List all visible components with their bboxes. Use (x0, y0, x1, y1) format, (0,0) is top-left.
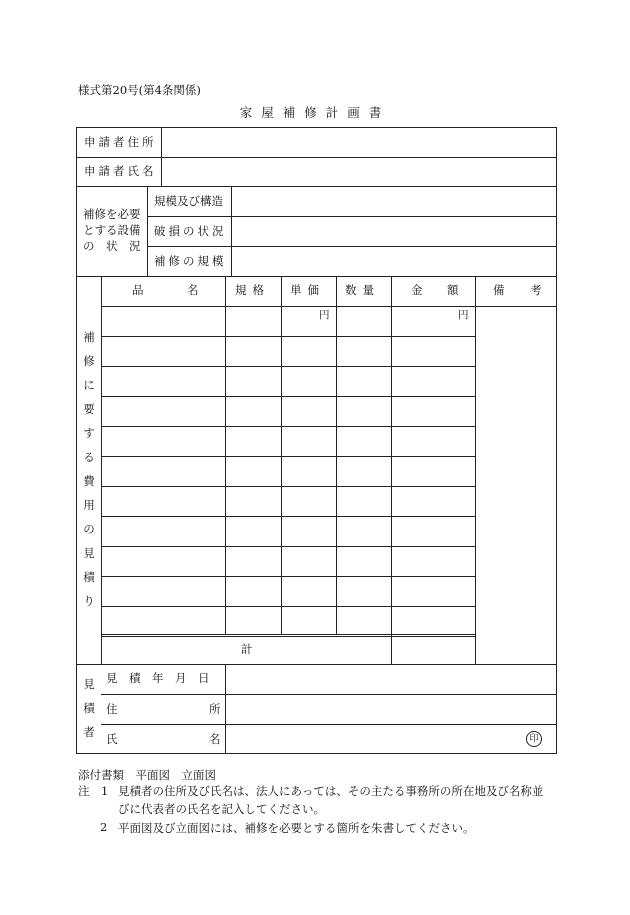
table-row-line (101, 516, 475, 517)
applicant-name-field[interactable] (167, 166, 547, 180)
header-remarks-char2: 考 (530, 283, 542, 297)
equipment-repair-scale-field[interactable] (237, 256, 547, 270)
estimator-vertical-char: 者 (83, 725, 95, 739)
form-table (76, 127, 557, 754)
form-title: 家屋補修計画書 (239, 105, 391, 120)
header-amount-char2: 額 (447, 283, 459, 297)
estimator-name-label-char2: 名 (209, 732, 221, 746)
equipment-label-line1: 補修を必要 (83, 207, 141, 221)
note-2-prefix: 2 (100, 820, 108, 834)
costs-vertical-char: 見 (83, 546, 95, 560)
table-row-line (101, 636, 475, 637)
header-quantity: 数量 (345, 283, 380, 297)
attachments-line: 添付書類 平面図 立面図 (78, 768, 216, 782)
estimator-vertical-label (77, 664, 101, 754)
costs-vertical-char: に (83, 378, 95, 392)
costs-vertical-char: 要 (83, 402, 95, 416)
estimator-vertical-char: 積 (83, 701, 95, 715)
applicant-name-label: 申請者氏名 (84, 164, 157, 178)
costs-vertical-char: 費 (83, 474, 95, 488)
equipment-damage-field[interactable] (237, 226, 547, 240)
costs-vertical-char: す (83, 426, 95, 440)
costs-vertical-char: る (83, 450, 95, 464)
header-spec: 規格 (235, 283, 270, 297)
estimator-name-label-char1: 氏 (106, 732, 118, 746)
note-2-text: 平面図及び立面図には、補修を必要とする箇所を朱書してください。 (118, 821, 475, 835)
equipment-damage-label: 破損の状況 (154, 224, 227, 238)
costs-vertical-char: 用 (83, 498, 95, 512)
costs-vertical-char: の (83, 522, 95, 536)
equipment-repair-scale-label: 補修の規模 (154, 254, 227, 268)
table-row-line (101, 576, 475, 577)
total-label: 計 (241, 642, 253, 656)
table-row-line (101, 306, 475, 307)
estimator-address-label-char2: 所 (209, 702, 221, 716)
estimator-address-label-char1: 住 (106, 702, 118, 716)
table-row-line (101, 606, 475, 607)
table-row-line (101, 546, 475, 547)
note-1-text: 見積者の住所及び氏名は、法人にあっては、その主たる事務所の所在地及び名称並 (118, 784, 544, 798)
equipment-scale-field[interactable] (237, 196, 547, 210)
table-row-line (101, 426, 475, 427)
form-number: 様式第20号(第4条関係) (78, 83, 201, 97)
table-row-line (101, 486, 475, 487)
costs-vertical-char: 修 (83, 354, 95, 368)
note-1-continuation: びに代表者の氏名を記入してください。 (118, 802, 325, 816)
costs-vertical-char: り (83, 594, 95, 608)
equipment-label-line2: とする設備 (83, 223, 141, 237)
estimate-date-label: 見 積 年 月 日 (106, 671, 210, 685)
header-divider (475, 306, 556, 307)
equipment-scale-label: 規模及び構造 (154, 194, 223, 208)
note-1-prefix: 注 1 (78, 784, 109, 798)
header-amount-char1: 金 (411, 283, 423, 297)
applicant-address-label: 申請者住所 (84, 135, 157, 149)
table-row-line (101, 396, 475, 397)
table-row-line (101, 366, 475, 367)
header-item-char1: 品 (132, 283, 144, 297)
estimate-costs-vertical-label (77, 276, 101, 664)
equipment-label-line3: の 状 況 (83, 239, 141, 253)
header-remarks-char1: 備 (493, 283, 505, 297)
costs-vertical-char: 補 (83, 330, 95, 344)
amount-yen: 円 (458, 309, 469, 321)
seal-mark: 印 (526, 731, 542, 747)
header-unit-price: 単価 (290, 283, 325, 297)
estimator-vertical-char: 見 (83, 677, 95, 691)
header-item-char2: 名 (187, 283, 199, 297)
table-row-line (101, 336, 475, 337)
applicant-address-field[interactable] (167, 137, 547, 151)
unit-price-yen: 円 (319, 309, 330, 321)
costs-vertical-char: 積 (83, 570, 95, 584)
table-row-line (101, 456, 475, 457)
